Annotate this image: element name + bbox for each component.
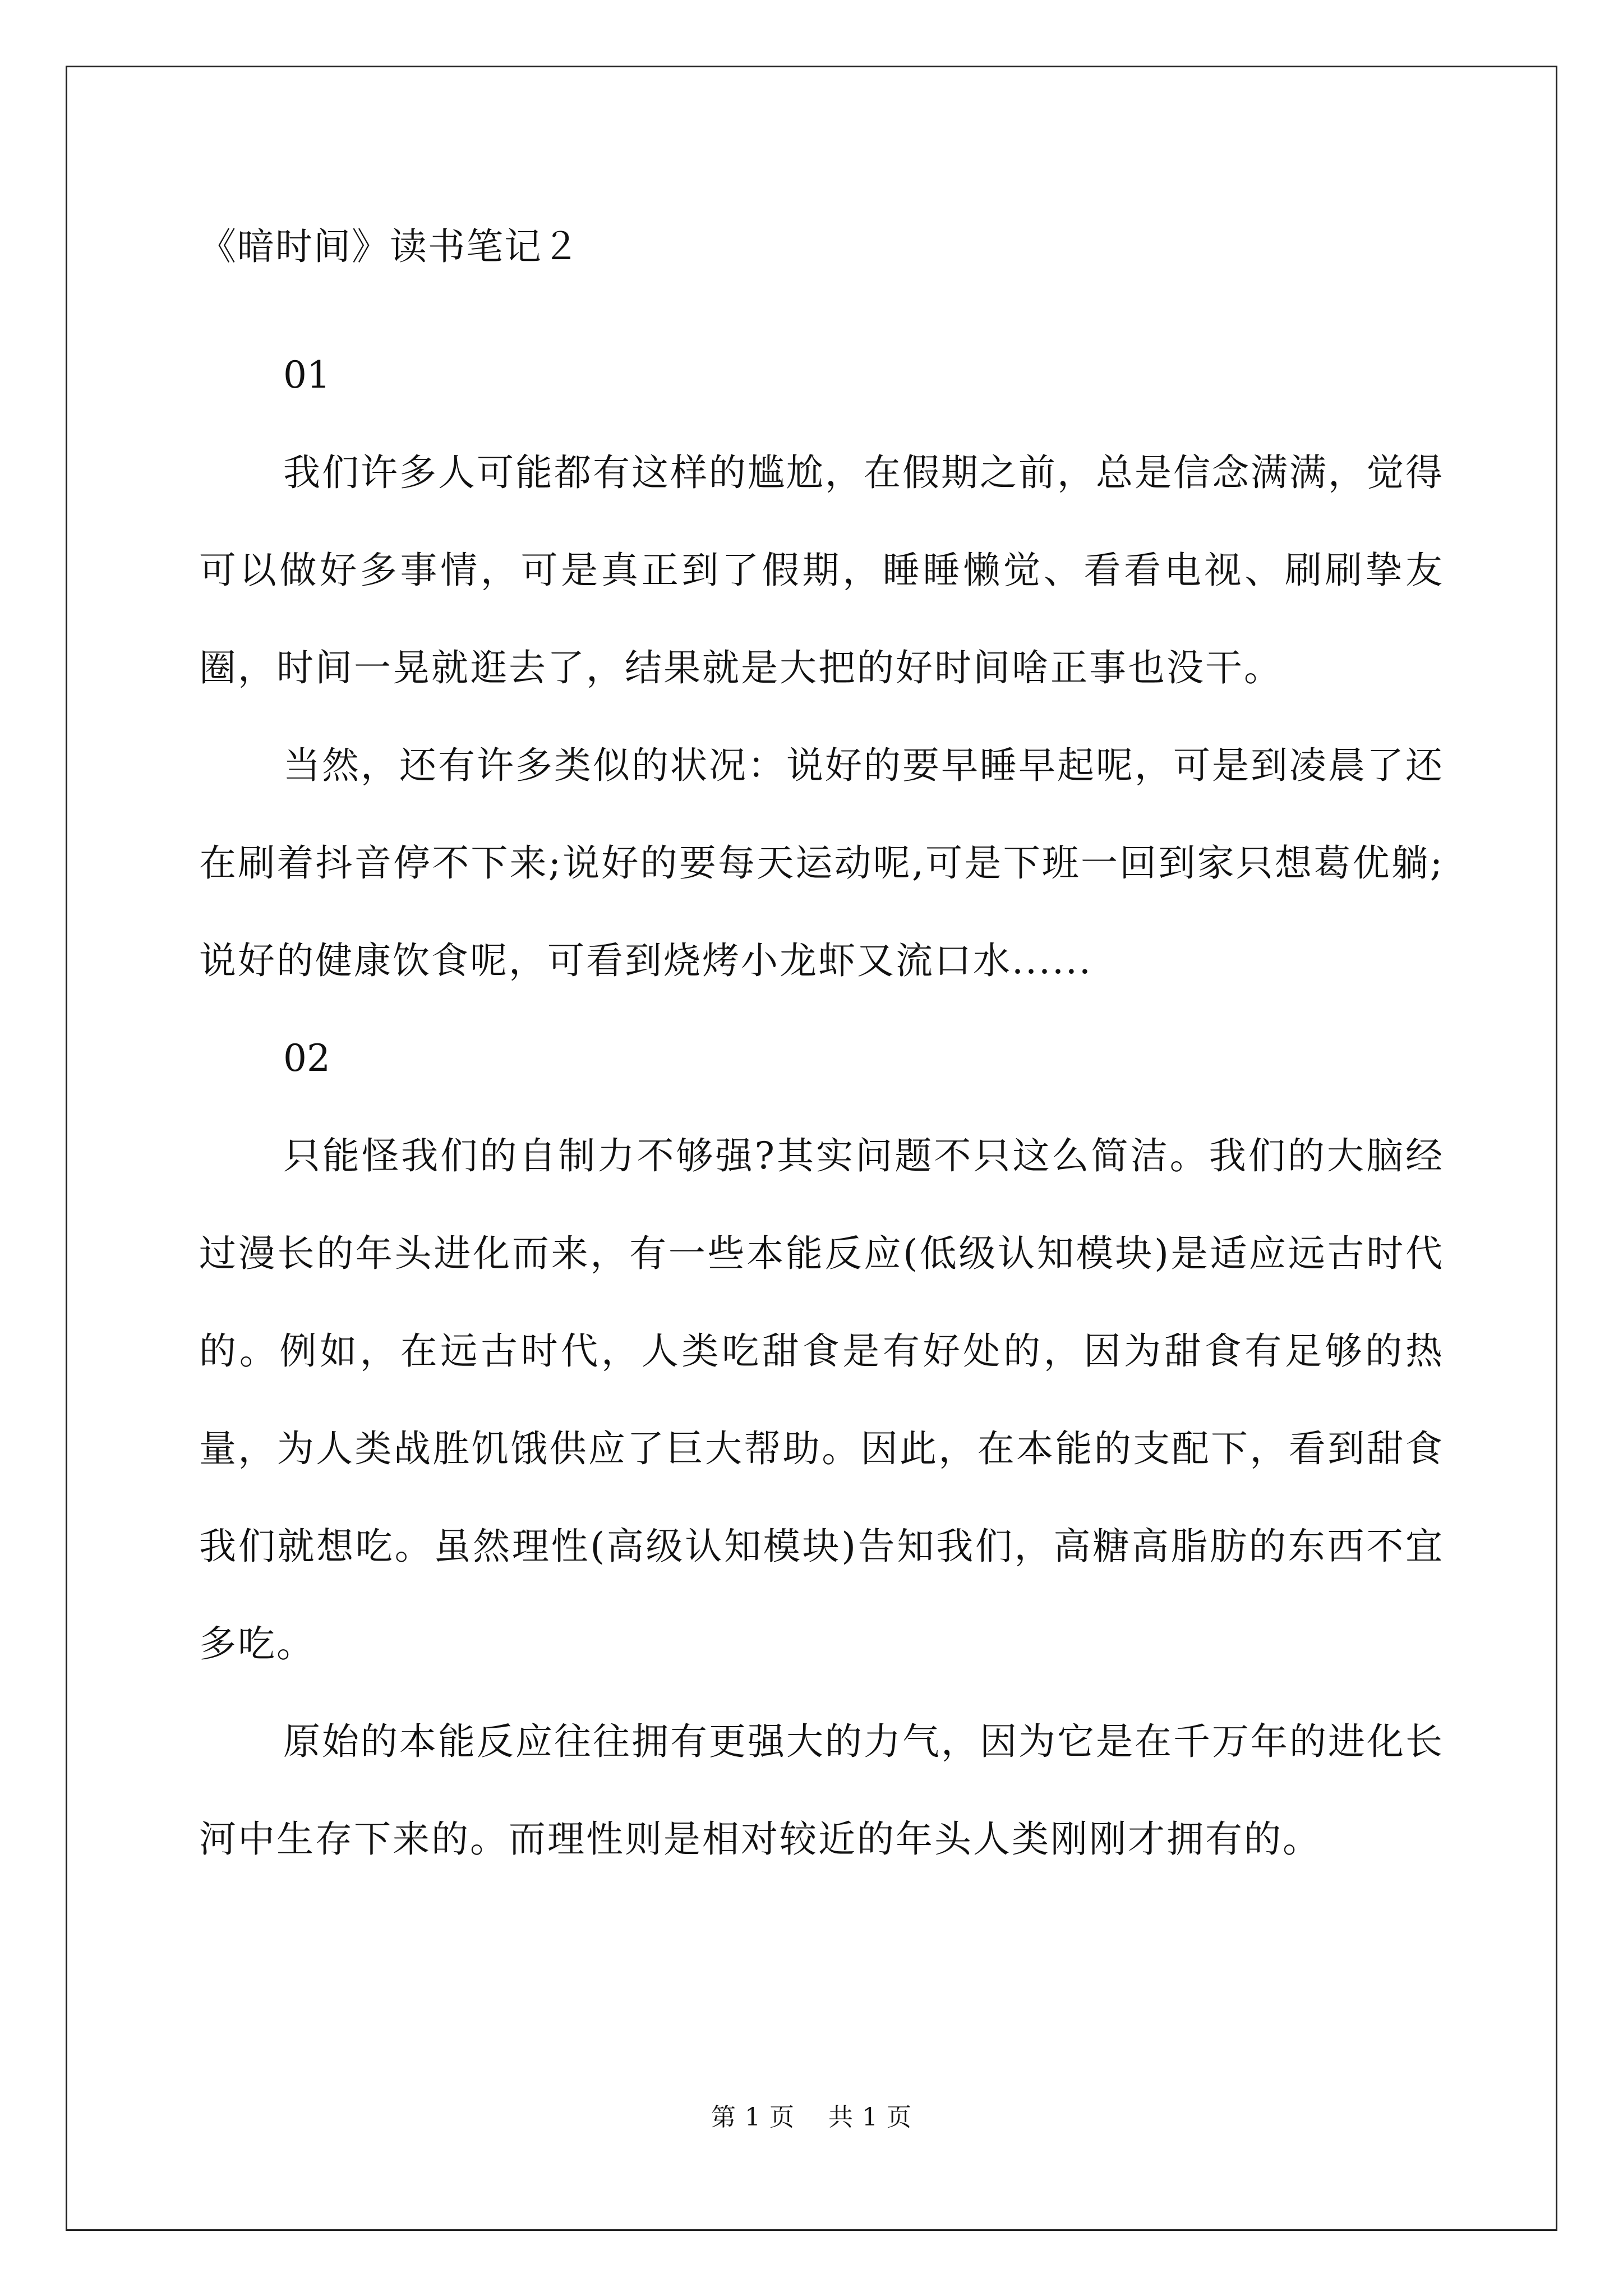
document-body (199, 219, 1444, 1888)
paragraph-1: 我们许多人可能都有这样的尴尬，在假期之前，总是信念满满，觉得可以做好多事情，可是真正到了假期，睡睡懒觉、看看电视、刷刷挚友圈，时间一晃就逛去了，结果就是大把的好时间啥正事也没干。 (199, 451, 1444, 689)
page-footer (0, 2101, 1623, 2134)
page-total: 共 1 页 (828, 2103, 912, 2132)
title-spacer (199, 275, 1444, 326)
paragraph-2: 当然，还有许多类似的状况：说好的要早睡早起呢，可是到凌晨了还在刷着抖音停不下来;说好的要每天运动呢,可是下班一回到家只想葛优躺;说好的健康饮食呢，可看到烧烤小龙虾又流口水...... (199, 744, 1444, 982)
paragraph-3: 只能怪我们的自制力不够强?其实问题不只这么简洁。我们的大脑经过漫长的年头进化而来，有一些本能反应(低级认知模块)是适应远古时代的。例如，在远古时代，人类吃甜食是有好处的，因为甜食有足够的热量，为人类战胜饥饿供应了巨大帮助。因此，在本能的支配下，看到甜食我们就想吃。虽然理性(高级认知模块)告知我们，高糖高脂肪的东西不宜多吃。 (199, 1134, 1444, 1665)
section-number-02: 02 (283, 1037, 330, 1080)
page-current: 第 1 页 (711, 2103, 795, 2132)
paragraph-4: 原始的本能反应往往拥有更强大的力气，因为它是在千万年的进化长河中生存下来的。而理性则是相对较近的年头人类刚刚才拥有的。 (199, 1720, 1444, 1861)
section-number-01: 01 (283, 353, 330, 397)
document-title: 《暗时间》读书笔记２ (199, 225, 580, 268)
